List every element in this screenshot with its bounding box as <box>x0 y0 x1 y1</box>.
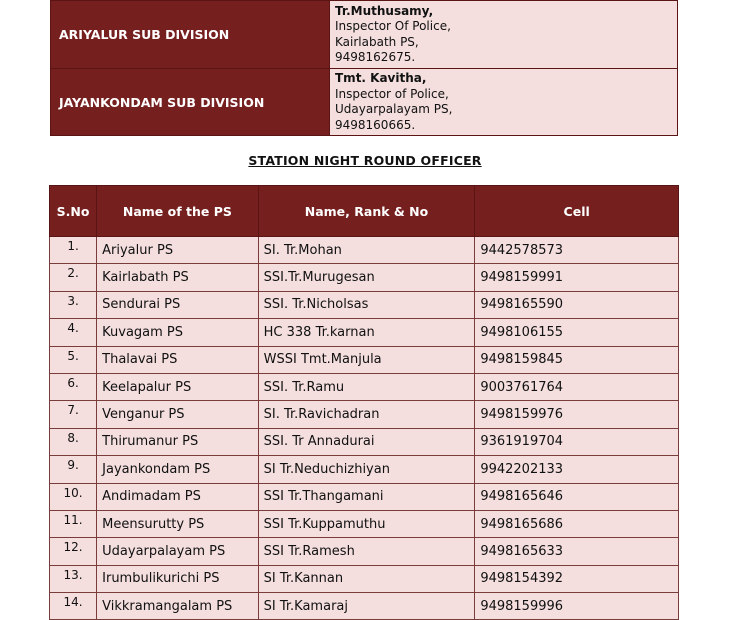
officer-name-rank: SSI Tr.Ramesh <box>258 538 475 565</box>
police-station-name: Vikkramangalam PS <box>97 593 259 620</box>
table-row <box>50 428 679 455</box>
officer-name-rank: SI Tr.Neduchizhiyan <box>258 456 475 483</box>
officer-name-rank: WSSI Tmt.Manjula <box>258 346 475 373</box>
sub-division-officer <box>330 1 678 69</box>
officer-name: Tmt. Kavitha, <box>335 71 427 85</box>
cell-number: 9498165686 <box>475 510 679 537</box>
cell-number: 9003761764 <box>475 373 679 400</box>
serial-number: 8. <box>50 428 97 455</box>
serial-number: 10. <box>50 483 97 510</box>
police-station-name: Ariyalur PS <box>97 237 259 264</box>
station-table <box>49 185 679 620</box>
officer-station: Udayarpalayam PS, <box>335 102 453 116</box>
cell-number: 9498154392 <box>475 565 679 592</box>
header-sno: S.No <box>50 186 97 237</box>
serial-number: 12. <box>50 538 97 565</box>
officer-name-rank: SSI Tr.Thangamani <box>258 483 475 510</box>
officer-name-rank: SI. Tr.Ravichadran <box>258 401 475 428</box>
table-row <box>50 346 679 373</box>
serial-number: 4. <box>50 319 97 346</box>
police-station-name: Udayarpalayam PS <box>97 538 259 565</box>
officer-rank: Inspector Of Police, <box>335 19 451 33</box>
police-station-name: Kairlabath PS <box>97 264 259 291</box>
header-officer: Name, Rank & No <box>258 186 475 237</box>
table-row <box>50 401 679 428</box>
police-station-name: Keelapalur PS <box>97 373 259 400</box>
cell-number: 9498159991 <box>475 264 679 291</box>
police-station-name: Thalavai PS <box>97 346 259 373</box>
serial-number: 5. <box>50 346 97 373</box>
cell-number: 9498159976 <box>475 401 679 428</box>
officer-name-rank: SSI Tr.Kuppamuthu <box>258 510 475 537</box>
cell-number: 9361919704 <box>475 428 679 455</box>
cell-number: 9498159845 <box>475 346 679 373</box>
officer-rank: Inspector of Police, <box>335 86 449 101</box>
table-row <box>50 291 679 318</box>
cell-number: 9498159996 <box>475 593 679 620</box>
sub-division-name: ARIYALUR SUB DIVISION <box>51 1 330 69</box>
sub-division-officer <box>330 69 678 136</box>
officer-name-rank: SSI.Tr.Murugesan <box>258 264 475 291</box>
police-station-name: Jayankondam PS <box>97 456 259 483</box>
officer-name-rank: SSI. Tr Annadurai <box>258 428 475 455</box>
table-row <box>50 237 679 264</box>
serial-number: 11. <box>50 510 97 537</box>
serial-number: 3. <box>50 291 97 318</box>
police-station-name: Venganur PS <box>97 401 259 428</box>
serial-number: 6. <box>50 373 97 400</box>
officer-name-rank: SI Tr.Kannan <box>258 565 475 592</box>
sub-division-table <box>50 0 678 136</box>
table-row <box>50 456 679 483</box>
cell-number: 9498106155 <box>475 319 679 346</box>
header-cell: Cell <box>475 186 679 237</box>
table-row <box>50 264 679 291</box>
officer-name-rank: HC 338 Tr.karnan <box>258 319 475 346</box>
table-row <box>50 593 679 620</box>
table-header-row <box>50 186 679 237</box>
sub-division-row <box>51 69 678 136</box>
cell-number: 9498165633 <box>475 538 679 565</box>
sub-division-row <box>51 1 678 69</box>
header-ps-name: Name of the PS <box>97 186 259 237</box>
officer-phone: 9498162675. <box>335 50 416 64</box>
officer-name-rank: SSI. Tr.Ramu <box>258 373 475 400</box>
sub-division-name: JAYANKONDAM SUB DIVISION <box>51 69 330 136</box>
police-station-name: Kuvagam PS <box>97 319 259 346</box>
table-row <box>50 373 679 400</box>
police-station-name: Thirumanur PS <box>97 428 259 455</box>
serial-number: 13. <box>50 565 97 592</box>
cell-number: 9442578573 <box>475 237 679 264</box>
table-row <box>50 319 679 346</box>
officer-name-rank: SSI. Tr.Nicholsas <box>258 291 475 318</box>
police-station-name: Meensurutty PS <box>97 510 259 537</box>
serial-number: 1. <box>50 237 97 264</box>
officer-station: Kairlabath PS, <box>335 34 419 49</box>
section-heading: STATION NIGHT ROUND OFFICER <box>248 153 482 168</box>
police-station-name: Andimadam PS <box>97 483 259 510</box>
serial-number: 2. <box>50 264 97 291</box>
table-row <box>50 538 679 565</box>
cell-number: 9498165646 <box>475 483 679 510</box>
table-row <box>50 565 679 592</box>
cell-number: 9498165590 <box>475 291 679 318</box>
table-row <box>50 510 679 537</box>
serial-number: 14. <box>50 593 97 620</box>
table-row <box>50 483 679 510</box>
police-station-name: Irumbulikurichi PS <box>97 565 259 592</box>
officer-name-rank: SI. Tr.Mohan <box>258 237 475 264</box>
serial-number: 7. <box>50 401 97 428</box>
cell-number: 9942202133 <box>475 456 679 483</box>
police-station-name: Sendurai PS <box>97 291 259 318</box>
serial-number: 9. <box>50 456 97 483</box>
officer-phone: 9498160665. <box>335 117 416 132</box>
officer-name: Tr.Muthusamy, <box>335 3 434 18</box>
officer-name-rank: SI Tr.Kamaraj <box>258 593 475 620</box>
